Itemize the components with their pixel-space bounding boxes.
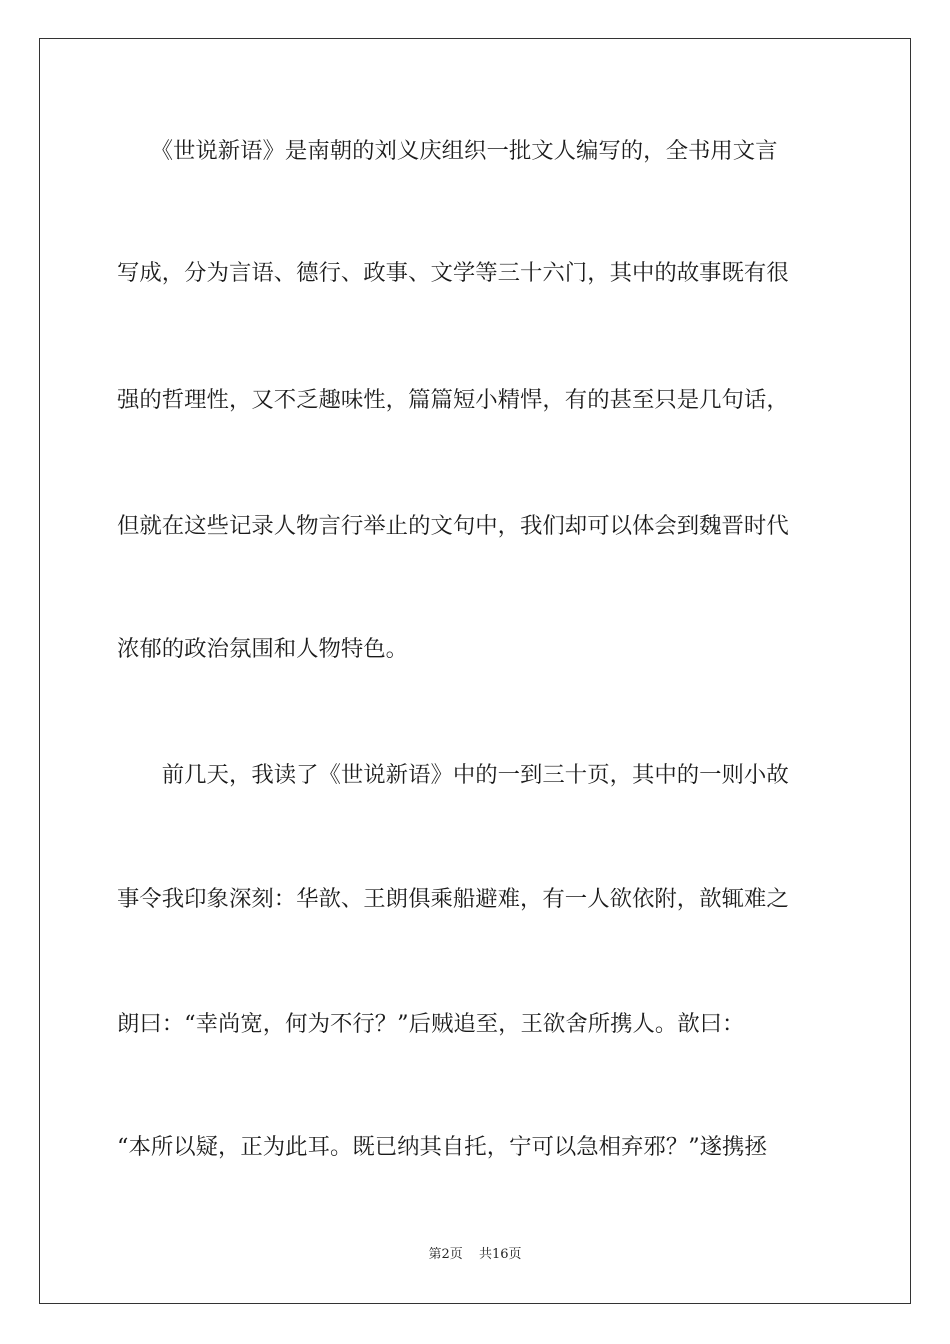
page-total: 共16页 <box>478 1247 522 1262</box>
text-line-1: 《世说新语》是南朝的刘义庆组织一批文人编写的，全书用文言 <box>117 138 778 164</box>
text-line-6: 前几天，我读了《世说新语》中的一到三十页，其中的一则小故 <box>117 762 789 788</box>
text-line-4: 但就在这些记录人物言行举止的文句中，我们却可以体会到魏晋时代 <box>117 513 789 539</box>
page-number: 第2页 <box>428 1247 463 1262</box>
text-line-3: 强的哲理性，又不乏趣味性，篇篇短小精悍，有的甚至只是几句话， <box>117 387 789 413</box>
text-line-8: 朗曰：“幸尚宽，何为不行？”后贼追至，王欲舍所携人。歆曰： <box>117 1011 745 1037</box>
page-border <box>39 38 911 1304</box>
text-line-9: “本所以疑，正为此耳。既已纳其自托，宁可以急相弃邪？”遂携拯 <box>117 1134 767 1160</box>
text-line-5: 浓郁的政治氛围和人物特色。 <box>117 636 409 662</box>
page-footer <box>0 1246 950 1264</box>
text-line-7: 事令我印象深刻：华歆、王朗俱乘船避难，有一人欲依附，歆辄难之 <box>117 886 789 912</box>
text-line-2: 写成，分为言语、德行、政事、文学等三十六门，其中的故事既有很 <box>117 260 789 286</box>
